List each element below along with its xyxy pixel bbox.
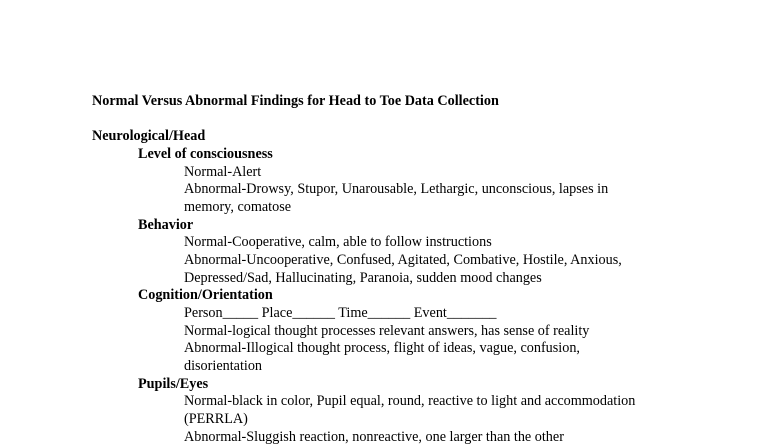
pupils-normal-continued: (PERRLA)	[184, 411, 248, 427]
subsection-heading-cognition-orientation: Cognition/Orientation	[138, 287, 273, 303]
behavior-abnormal: Abnormal-Uncooperative, Confused, Agitated, Combative, Hostile, Anxious,	[184, 252, 622, 268]
cognition-abnormal: Abnormal-Illogical thought process, flight of ideas, vague, confusion,	[184, 340, 580, 356]
consciousness-normal: Normal-Alert	[184, 163, 262, 180]
subsection-heading-level-of-consciousness: Level of consciousness	[138, 146, 273, 162]
document-title: Normal Versus Abnormal Findings for Head to Toe Data Collection	[92, 93, 499, 109]
pupils-abnormal: Abnormal-Sluggish reaction, nonreactive, one larger than the other	[184, 428, 564, 445]
subsection-heading-behavior: Behavior	[138, 216, 194, 233]
orientation-checklist: Person_____ Place______ Time______ Event_______	[184, 305, 497, 321]
subsection-heading-pupils-eyes: Pupils/Eyes	[138, 375, 209, 392]
pupils-normal: Normal-black in color, Pupil equal, round, reactive to light and accommodation	[184, 393, 636, 409]
consciousness-abnormal-continued: memory, comatose	[184, 199, 292, 215]
cognition-normal: Normal-logical thought processes relevant answers, has sense of reality	[184, 322, 590, 339]
behavior-normal: Normal-Cooperative, calm, able to follow instructions	[184, 234, 492, 250]
section-heading-neurological-head: Neurological/Head	[92, 128, 206, 144]
behavior-abnormal-continued: Depressed/Sad, Hallucinating, Paranoia, sudden mood changes	[184, 269, 542, 286]
consciousness-abnormal: Abnormal-Drowsy, Stupor, Unarousable, Lethargic, unconscious, lapses in	[184, 181, 609, 197]
cognition-abnormal-continued: disorientation	[184, 358, 263, 374]
